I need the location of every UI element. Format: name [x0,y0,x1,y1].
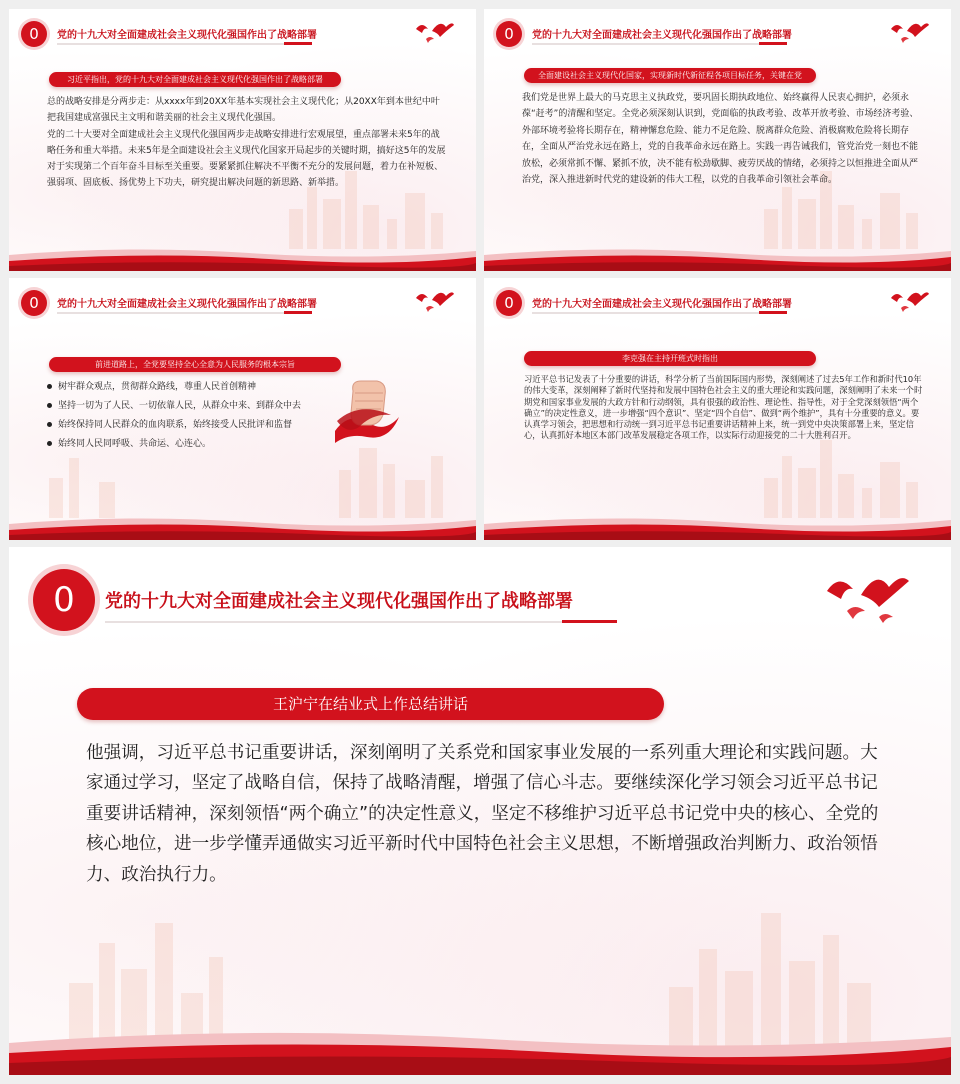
doves-icon [887,17,931,49]
bottom-wave-decoration [484,510,951,540]
bottom-wave-decoration [9,1019,951,1075]
slide-1[interactable] [9,9,476,271]
slide-5[interactable] [9,547,951,1075]
title-underline [532,43,787,45]
bullet-icon [47,384,52,389]
slide-2[interactable] [484,9,951,271]
bottom-wave-decoration [9,510,476,540]
list-item: 树牢群众观点，贯彻群众路线，尊重人民首创精神 [47,378,301,397]
title-underline [57,312,312,314]
title-underline [57,43,312,45]
slide-3[interactable] [9,278,476,540]
list-item: 坚持一切为了人民、一切依靠人民，从群众中来、到群众中去 [47,397,301,416]
body-text [522,90,922,188]
section-number-badge: 0 [496,290,522,316]
slide-4[interactable] [484,278,951,540]
highlight-banner: 全面建设社会主义现代化国家，实现新时代新征程各项目标任务，关键在党 [524,68,816,83]
bullet-icon [47,403,52,408]
body-paragraph: 他强调，习近平总书记重要讲话，深刻阐明了关系党和国家事业发展的一系列重大理论和实践问题。大家通过学习，坚定了战略自信，保持了战略清醒，增强了信心斗志。要继续深化学习领会习近平总书记重要讲话精神，深刻领悟“两个确立”的决定性意义，坚定不移维护习近平总书记党中央的核心、全党的核心地位，进一步学懂弄通做实习近平新时代中国特色社会主义思想，不断增强政治判断力、政治领悟力、政治执行力。 [86,743,879,885]
body-paragraph-1: 总的战略安排是分两步走：从xxxx年到20XX年基本实现社会主义现代化；从20XX年到本世纪中叶把我国建成富强民主文明和谐美丽的社会主义现代化强国。 [47,97,440,124]
slide-title: 党的十九大对全面建成社会主义现代化强国作出了战略部署 [532,299,792,310]
doves-icon [821,567,911,629]
slide-title: 党的十九大对全面建成社会主义现代化强国作出了战略部署 [105,591,573,612]
slide-title: 党的十九大对全面建成社会主义现代化强国作出了战略部署 [57,30,317,41]
slide-title: 党的十九大对全面建成社会主义现代化强国作出了战略部署 [532,30,792,41]
highlight-banner: 李克强在主持开班式时指出 [524,351,816,366]
skyline-decoration [754,438,934,518]
bottom-wave-decoration [484,241,951,271]
list-item: 始终保持同人民群众的血肉联系，始终接受人民批评和监督 [47,416,301,435]
section-number-badge: 0 [21,21,47,47]
bullet-icon [47,422,52,427]
body-text [524,374,924,442]
doves-icon [412,17,456,49]
bullet-list [47,378,301,454]
section-number-badge: 0 [21,290,47,316]
slide-title: 党的十九大对全面建成社会主义现代化强国作出了战略部署 [57,299,317,310]
section-number-badge: 0 [33,569,95,631]
body-paragraph-2: 党的二十大要对全面建成社会主义现代化强国两步走战略安排进行宏观展望，重点部署未来5年的战略任务和重大举措。未来5年是全面建设社会主义现代化国家开局起步的关键时期，搞好这5年的发展对于实现第二个百年奋斗目标至关重要。要紧紧抓住解决不平衡不充分的发展问题，着力在补短板、强弱项、固底板、扬优势上下功夫，研究提出解决问题的新思路、新举措。 [47,129,446,189]
highlight-banner: 习近平指出，党的十九大对全面建成社会主义现代化强国作出了战略部署 [49,72,341,87]
title-underline [105,621,617,623]
doves-icon [887,286,931,318]
body-text [86,738,886,890]
title-underline [532,312,787,314]
doves-icon [412,286,456,318]
body-paragraph: 习近平总书记发表了十分重要的讲话，科学分析了当前国际国内形势，深刻阐述了过去5年工作和新时代10年的伟大变革，深刻阐释了新时代坚持和发展中国特色社会主义的重大理论和实践问题，深刻阐明了未来一个时期党和国家事业发展的大政方针和行动纲领，具有很强的政治性、理论性、指导性，对于全党深刻领悟“两个确立”的决定性意义，进一步增强“四个意识”、坚定“四个自信”、做到“两个维护”，具有十分重要的意义。要认真学习领会，把思想和行动统一到习近平总书记重要讲话精神上来，统一到党中央决策部署上来，坚定信心，认真抓好本地区本部门改革发展稳定各项工作，以实际行动迎接党的二十大胜利召开。 [524,374,923,441]
bottom-wave-decoration [9,241,476,271]
body-text [47,94,447,192]
section-number-badge: 0 [496,21,522,47]
body-paragraph: 我们党是世界上最大的马克思主义执政党，要巩固长期执政地位、始终赢得人民衷心拥护，必须永葆“赶考”的清醒和坚定。全党必须深刻认识到，党面临的执政考验、改革开放考验、市场经济考验、外部环境考验将长期存在，精神懈怠危险、能力不足危险、脱离群众危险、消极腐败危险将长期存在，全面从严治党永远在路上，党的自我革命永远在路上。实践一再告诫我们，管党治党一刻也不能放松，必须常抓不懈、紧抓不放，决不能有松劲歇脚、疲劳厌战的情绪，必须持之以恒推进全面从严治党，深入推进新时代党的建设新的伟大工程，以党的自我革命引领社会革命。 [522,93,919,186]
raised-fist-icon [329,371,401,451]
highlight-banner: 前进道路上，全党要坚持全心全意为人民服务的根本宗旨 [49,357,341,372]
highlight-banner: 王沪宁在结业式上作总结讲话 [77,688,664,720]
bullet-icon [47,441,52,446]
list-item: 始终同人民同呼吸、共命运、心连心。 [47,435,301,454]
